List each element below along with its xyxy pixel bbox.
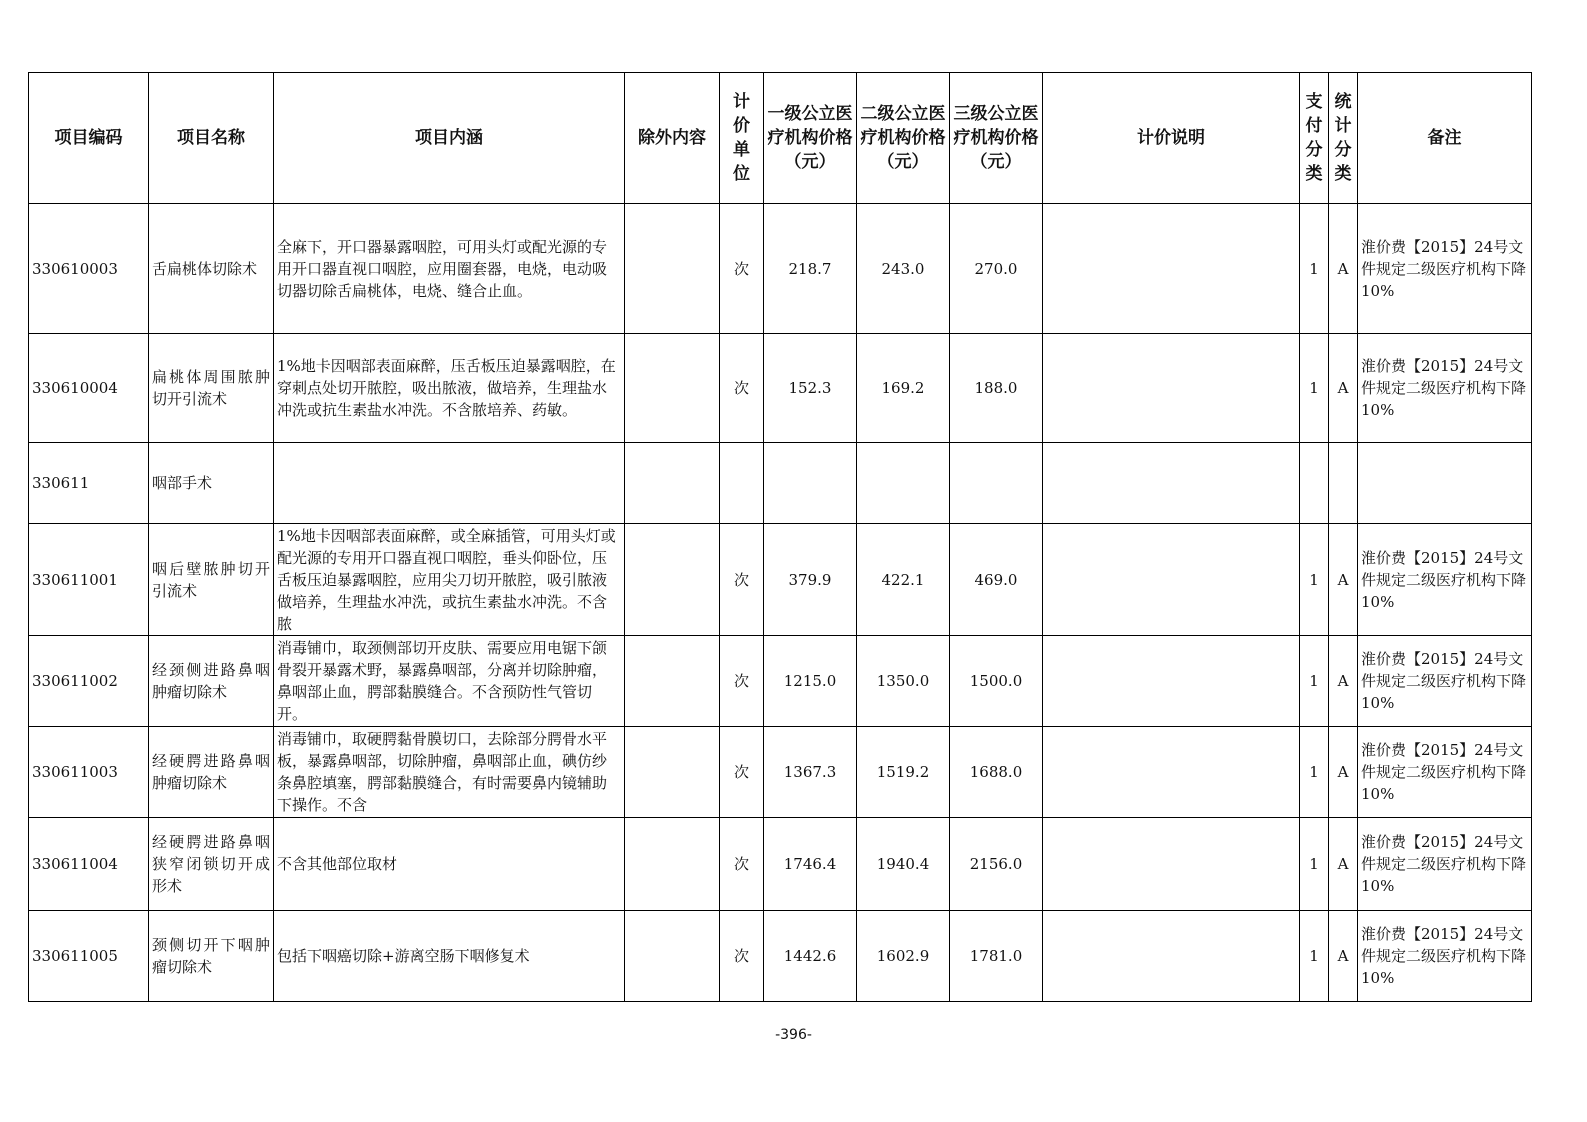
cell-price-level2: 1519.2 xyxy=(857,727,950,818)
cell-price-level1: 218.7 xyxy=(764,204,857,334)
header-excluded: 除外内容 xyxy=(625,73,720,204)
cell-content-text: 消毒铺巾，取硬腭黏骨膜切口，去除部分腭骨水平板，暴露鼻咽部，切除肿瘤，鼻咽部止血，碘仿纱条鼻腔填塞，腭部黏膜缝合，有时需要鼻内镜辅助下操作。不含 xyxy=(277,730,608,814)
cell-remark xyxy=(1358,443,1532,524)
cell-price-level3: 2156.0 xyxy=(950,818,1043,911)
cell-pay-class: 1 xyxy=(1300,204,1329,334)
cell-name: 扁桃体周围脓肿切开引流术 xyxy=(149,334,274,443)
header-price-level2: 二级公立医疗机构价格（元） xyxy=(857,73,950,204)
cell-unit: 次 xyxy=(720,524,764,636)
cell-pay-class: 1 xyxy=(1300,727,1329,818)
cell-price-level1: 1442.6 xyxy=(764,911,857,1002)
cell-pricing-note xyxy=(1043,818,1300,911)
cell-price-level3: 469.0 xyxy=(950,524,1043,636)
cell-price-level3: 270.0 xyxy=(950,204,1043,334)
cell-stat-class: A xyxy=(1329,524,1358,636)
header-unit xyxy=(720,73,764,204)
cell-price-level1: 379.9 xyxy=(764,524,857,636)
cell-content: 不含其他部位取材 xyxy=(274,818,625,911)
cell-code: 330610004 xyxy=(29,334,149,443)
cell-pricing-note xyxy=(1043,334,1300,443)
cell-stat-class: A xyxy=(1329,204,1358,334)
cell-code: 330611005 xyxy=(29,911,149,1002)
header-unit-label: 计价单位 xyxy=(733,92,750,184)
table-row xyxy=(29,334,1532,443)
cell-excluded xyxy=(625,443,720,524)
cell-name: 咽部手术 xyxy=(149,443,274,524)
cell-stat-class: A xyxy=(1329,818,1358,911)
table-row xyxy=(29,727,1532,818)
cell-code: 330610003 xyxy=(29,204,149,334)
cell-name: 经颈侧进路鼻咽肿瘤切除术 xyxy=(149,636,274,727)
header-price-level1: 一级公立医疗机构价格（元） xyxy=(764,73,857,204)
cell-price-level2: 1940.4 xyxy=(857,818,950,911)
cell-remark: 淮价费【2015】24号文件规定二级医疗机构下降10% xyxy=(1358,524,1532,636)
cell-pricing-note xyxy=(1043,636,1300,727)
cell-price-level2: 243.0 xyxy=(857,204,950,334)
header-pay-class xyxy=(1300,73,1329,204)
cell-name: 经硬腭进路鼻咽狭窄闭锁切开成形术 xyxy=(149,818,274,911)
cell-name: 经硬腭进路鼻咽肿瘤切除术 xyxy=(149,727,274,818)
cell-price-level1: 1215.0 xyxy=(764,636,857,727)
cell-code: 330611 xyxy=(29,443,149,524)
header-code: 项目编码 xyxy=(29,73,149,204)
table-row xyxy=(29,818,1532,911)
cell-excluded xyxy=(625,334,720,443)
cell-excluded xyxy=(625,911,720,1002)
cell-name: 咽后壁脓肿切开引流术 xyxy=(149,524,274,636)
cell-price-level1: 1367.3 xyxy=(764,727,857,818)
cell-pay-class xyxy=(1300,443,1329,524)
cell-price-level3: 188.0 xyxy=(950,334,1043,443)
cell-code: 330611001 xyxy=(29,524,149,636)
cell-pricing-note xyxy=(1043,524,1300,636)
cell-stat-class xyxy=(1329,443,1358,524)
cell-pricing-note xyxy=(1043,204,1300,334)
cell-pricing-note xyxy=(1043,443,1300,524)
cell-excluded xyxy=(625,818,720,911)
header-name: 项目名称 xyxy=(149,73,274,204)
page-number: -396- xyxy=(775,1027,812,1043)
cell-unit: 次 xyxy=(720,636,764,727)
header-row xyxy=(29,73,1532,204)
cell-code: 330611002 xyxy=(29,636,149,727)
cell-content: 消毒铺巾，取颈侧部切开皮肤、需要应用电锯下颌骨裂开暴露术野，暴露鼻咽部，分离并切除肿瘤，鼻咽部止血，腭部黏膜缝合。不含预防性气管切开。 xyxy=(274,636,625,727)
cell-pricing-note xyxy=(1043,727,1300,818)
header-content: 项目内涵 xyxy=(274,73,625,204)
cell-remark: 淮价费【2015】24号文件规定二级医疗机构下降10% xyxy=(1358,636,1532,727)
cell-name: 颈侧切开下咽肿瘤切除术 xyxy=(149,911,274,1002)
cell-price-level2: 1602.9 xyxy=(857,911,950,1002)
table-row xyxy=(29,636,1532,727)
cell-remark: 淮价费【2015】24号文件规定二级医疗机构下降10% xyxy=(1358,818,1532,911)
cell-price-level3: 1500.0 xyxy=(950,636,1043,727)
cell-content: 1%地卡因咽部表面麻醉，压舌板压迫暴露咽腔，在穿刺点处切开脓腔，吸出脓液，做培养，生理盐水冲洗或抗生素盐水冲洗。不含脓培养、药敏。 xyxy=(274,334,625,443)
cell-stat-class: A xyxy=(1329,911,1358,1002)
cell-content-text: 1%地卡因咽部表面麻醉，或全麻插管，可用头灯或配光源的专用开口器直视口咽腔，垂头仰卧位，压舌板压迫暴露咽腔，应用尖刀切开脓腔，吸引脓液做培养，生理盐水冲洗，或抗生素盐水冲洗。不含脓 xyxy=(277,526,616,633)
cell-remark: 淮价费【2015】24号文件规定二级医疗机构下降10% xyxy=(1358,727,1532,818)
cell-pay-class: 1 xyxy=(1300,334,1329,443)
cell-unit xyxy=(720,443,764,524)
cell-content: 全麻下，开口器暴露咽腔，可用头灯或配光源的专用开口器直视口咽腔，应用圈套器，电烧，电动吸切器切除舌扁桃体，电烧、缝合止血。 xyxy=(274,204,625,334)
header-pay-class-label: 支付分类 xyxy=(1305,92,1323,184)
header-remark: 备注 xyxy=(1358,73,1532,204)
table-row xyxy=(29,443,1532,524)
cell-price-level2: 1350.0 xyxy=(857,636,950,727)
cell-code: 330611003 xyxy=(29,727,149,818)
cell-price-level2: 169.2 xyxy=(857,334,950,443)
cell-remark: 淮价费【2015】24号文件规定二级医疗机构下降10% xyxy=(1358,911,1532,1002)
table-row xyxy=(29,204,1532,334)
cell-excluded xyxy=(625,204,720,334)
cell-remark: 淮价费【2015】24号文件规定二级医疗机构下降10% xyxy=(1358,204,1532,334)
cell-price-level1 xyxy=(764,443,857,524)
cell-unit: 次 xyxy=(720,911,764,1002)
header-stat-class xyxy=(1329,73,1358,204)
cell-pay-class: 1 xyxy=(1300,818,1329,911)
cell-stat-class: A xyxy=(1329,727,1358,818)
cell-pricing-note xyxy=(1043,911,1300,1002)
cell-name: 舌扁桃体切除术 xyxy=(149,204,274,334)
header-pricing-note: 计价说明 xyxy=(1043,73,1300,204)
cell-unit: 次 xyxy=(720,204,764,334)
cell-price-level1: 1746.4 xyxy=(764,818,857,911)
cell-price-level1: 152.3 xyxy=(764,334,857,443)
cell-price-level2 xyxy=(857,443,950,524)
cell-price-level3: 1688.0 xyxy=(950,727,1043,818)
header-price-level3: 三级公立医疗机构价格（元） xyxy=(950,73,1043,204)
cell-unit: 次 xyxy=(720,818,764,911)
cell-excluded xyxy=(625,727,720,818)
table-row xyxy=(29,911,1532,1002)
cell-pay-class: 1 xyxy=(1300,911,1329,1002)
cell-code: 330611004 xyxy=(29,818,149,911)
cell-content xyxy=(274,727,625,818)
cell-content xyxy=(274,524,625,636)
cell-price-level3: 1781.0 xyxy=(950,911,1043,1002)
cell-content xyxy=(274,443,625,524)
cell-price-level3 xyxy=(950,443,1043,524)
cell-excluded xyxy=(625,636,720,727)
cell-pay-class: 1 xyxy=(1300,636,1329,727)
cell-stat-class: A xyxy=(1329,636,1358,727)
cell-stat-class: A xyxy=(1329,334,1358,443)
cell-unit: 次 xyxy=(720,727,764,818)
cell-pay-class: 1 xyxy=(1300,524,1329,636)
table-body xyxy=(29,204,1532,1002)
cell-excluded xyxy=(625,524,720,636)
table-row xyxy=(29,524,1532,636)
price-table xyxy=(28,72,1532,1002)
cell-content: 包括下咽癌切除+游离空肠下咽修复术 xyxy=(274,911,625,1002)
cell-price-level2: 422.1 xyxy=(857,524,950,636)
header-stat-class-label: 统计分类 xyxy=(1334,92,1352,184)
cell-unit: 次 xyxy=(720,334,764,443)
cell-remark: 淮价费【2015】24号文件规定二级医疗机构下降10% xyxy=(1358,334,1532,443)
